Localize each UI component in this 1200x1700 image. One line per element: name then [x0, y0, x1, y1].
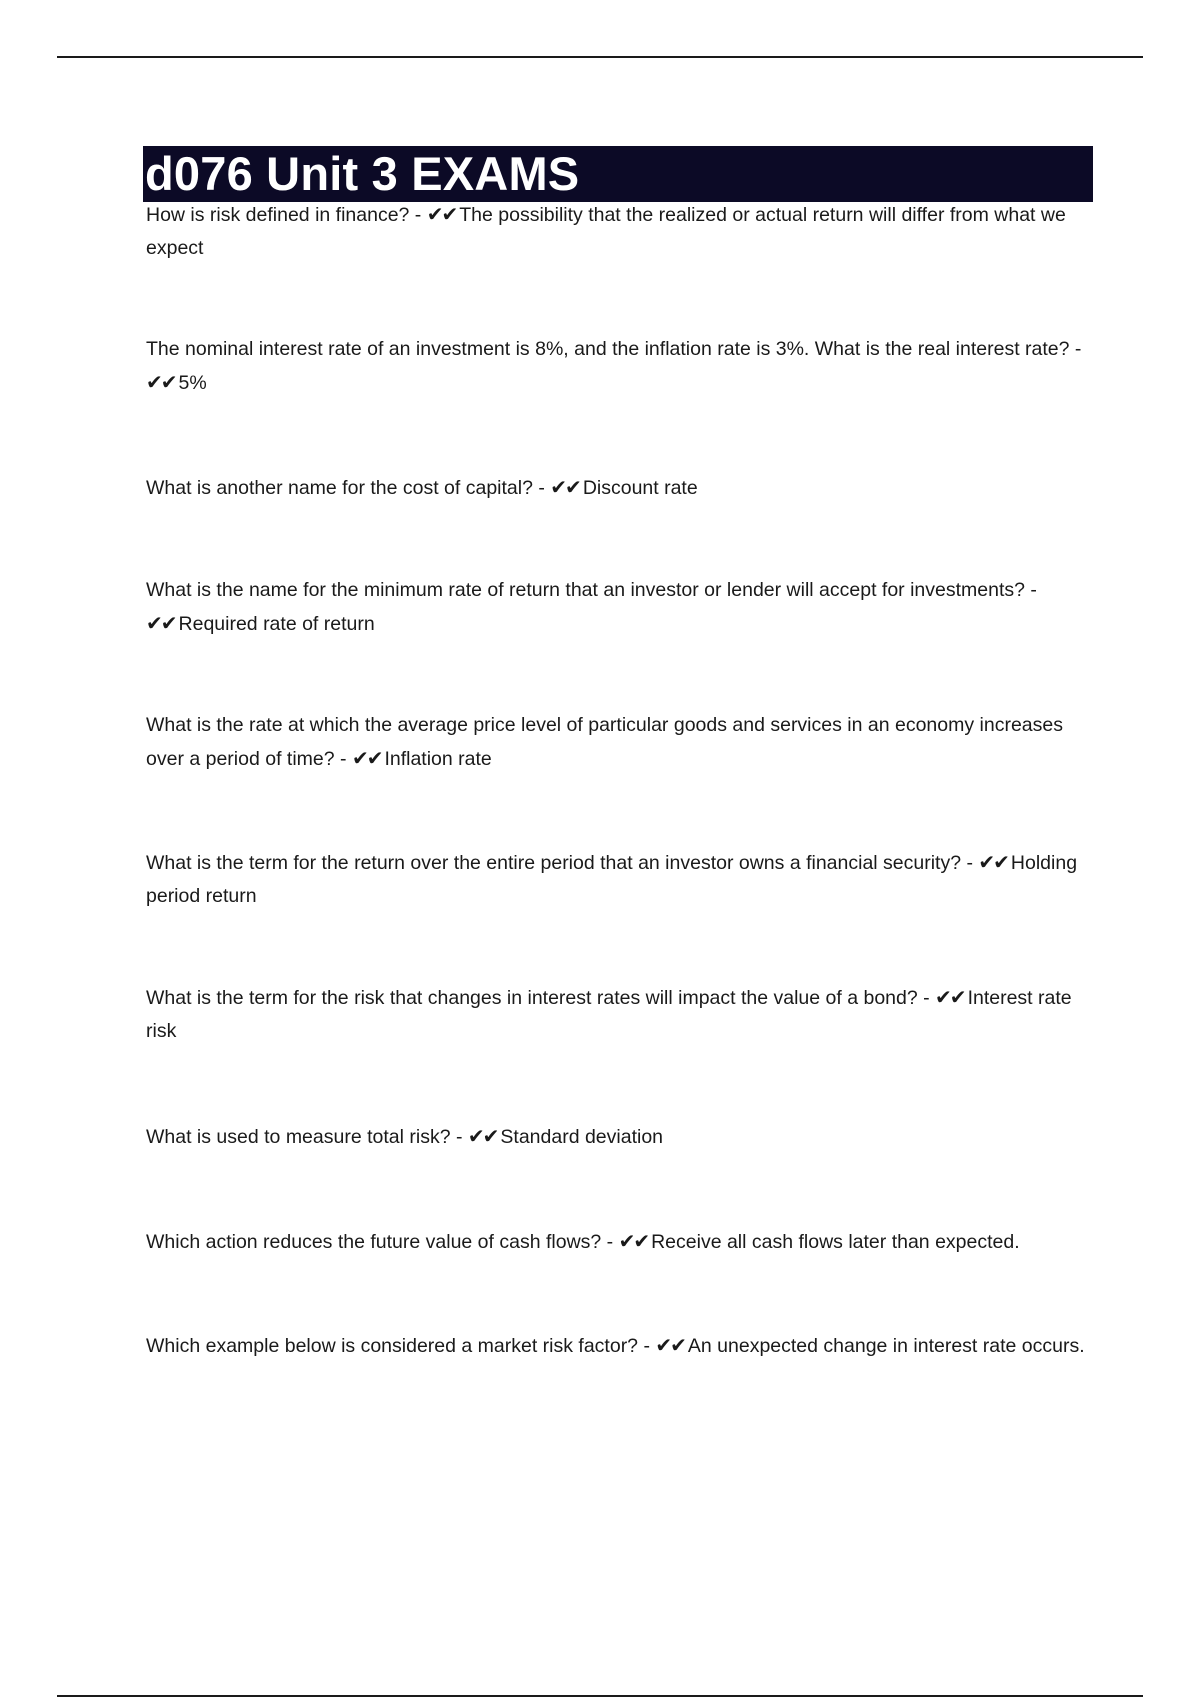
question-text: What is the term for the return over the entire period that an investor owns a financial security? -: [146, 852, 979, 874]
answer-text: Inflation rate: [384, 747, 492, 770]
check-marks-icon: ✔✔: [618, 1229, 649, 1253]
qa-item-10: [146, 1329, 1096, 1363]
qa-item-3: [146, 471, 1096, 505]
top-divider: [57, 56, 1143, 58]
check-marks-icon: ✔✔: [146, 610, 176, 635]
answer-text: An unexpected change in interest rate occurs.: [687, 1335, 1085, 1357]
qa-item-8: [146, 1120, 1096, 1154]
question-text: What is used to measure total risk? -: [146, 1126, 468, 1148]
question-text: How is risk defined in finance? -: [146, 204, 427, 226]
question-text: Which action reduces the future value of cash flows? -: [146, 1231, 619, 1253]
check-marks-icon: ✔✔: [426, 202, 457, 226]
answer-text: 5%: [178, 371, 207, 394]
check-marks-icon: ✔✔: [935, 985, 965, 1009]
answer-text: Standard deviation: [500, 1126, 664, 1148]
question-text: What is another name for the cost of capital? -: [146, 477, 551, 499]
title-banner: [143, 146, 1093, 202]
check-marks-icon: ✔✔: [550, 475, 580, 499]
question-text: What is the rate at which the average price level of particular goods and services in an economy increases over a period of time? -: [146, 714, 1063, 770]
answer-text: Interest rate risk: [146, 987, 1072, 1042]
check-marks-icon: ✔✔: [146, 369, 176, 394]
check-marks-icon: ✔✔: [978, 850, 1008, 874]
answer-text: The possibility that the realized or actual return will differ from what we expect: [146, 204, 1066, 259]
check-marks-icon: ✔✔: [655, 1333, 685, 1357]
answer-text: Receive all cash flows later than expected.: [651, 1231, 1020, 1253]
qa-item-5: [146, 709, 1096, 775]
question-text: What is the name for the minimum rate of return that an investor or lender will accept for investments? -: [146, 579, 1037, 601]
question-text: What is the term for the risk that changes in interest rates will impact the value of a bond? -: [146, 987, 936, 1009]
qa-item-9: [146, 1225, 1096, 1259]
check-marks-icon: ✔✔: [467, 1124, 498, 1148]
question-text: The nominal interest rate of an investment is 8%, and the inflation rate is 3%. What is the real interest rate? -: [146, 338, 1082, 360]
answer-text: Required rate of return: [178, 612, 375, 635]
page-title: d076 Unit 3 EXAMS: [145, 147, 580, 200]
qa-item-6: [146, 846, 1096, 912]
check-marks-icon: ✔✔: [351, 745, 382, 770]
answer-text: Discount rate: [582, 477, 698, 499]
qa-item-4: [146, 574, 1096, 640]
question-text: Which example below is considered a market risk factor? -: [146, 1335, 656, 1357]
bottom-divider: [57, 1695, 1143, 1697]
qa-item-7: [146, 981, 1096, 1047]
qa-item-2: [146, 333, 1096, 399]
qa-item-1: [146, 198, 1096, 264]
answer-text: Holding period return: [146, 852, 1078, 907]
